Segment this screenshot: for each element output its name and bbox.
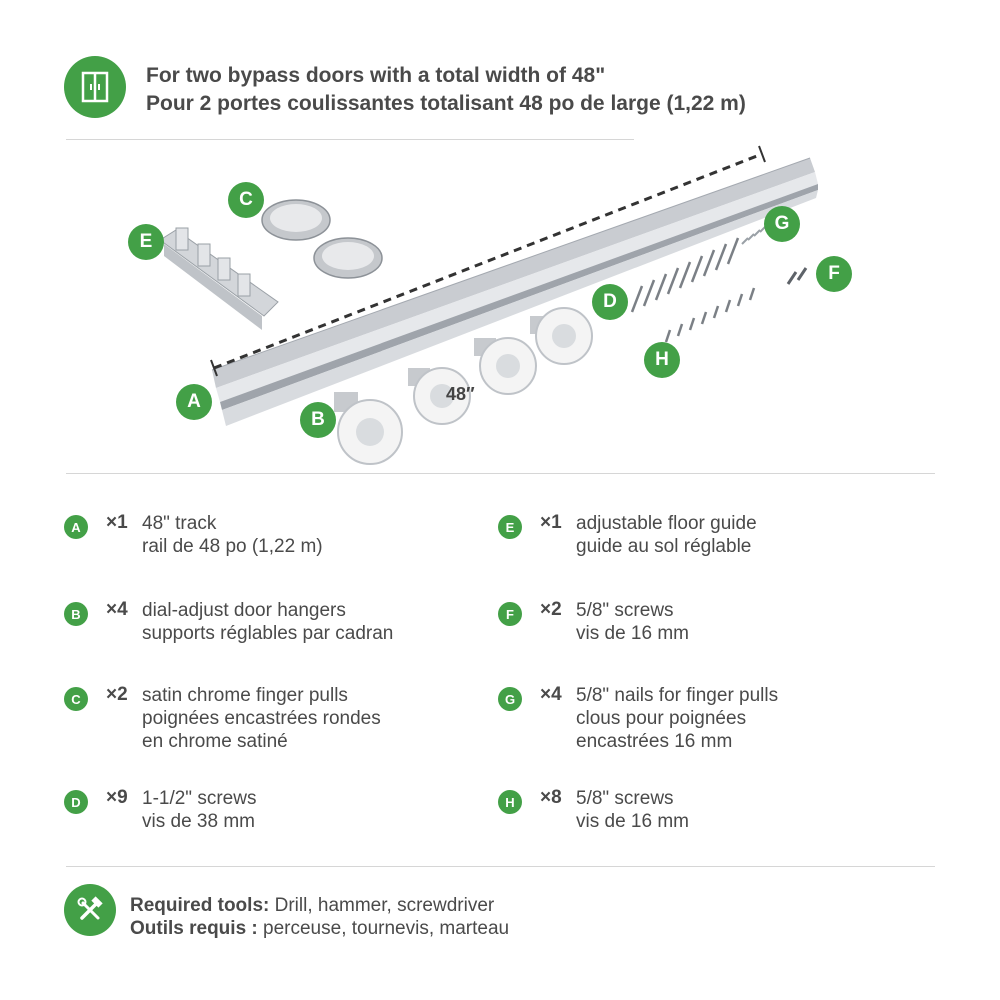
part-qty: ×1 xyxy=(540,512,562,533)
part-name-fr: supports réglables par cadran xyxy=(142,623,394,644)
header-line-en: For two bypass doors with a total width of 48" xyxy=(146,64,606,87)
part-qty: ×2 xyxy=(540,599,562,620)
parts-diagram xyxy=(0,140,1000,470)
bottom-divider xyxy=(66,866,935,867)
nails-illustration xyxy=(742,226,766,244)
floor-screws-illustration xyxy=(788,268,806,284)
part-name-fr: clous pour poignées xyxy=(576,708,747,729)
tools-icon xyxy=(75,895,105,925)
part-letter: H xyxy=(498,790,522,814)
tools-label-fr: Outils requis : xyxy=(130,918,258,939)
part-name-en: adjustable floor guide xyxy=(576,513,757,534)
short-screws-illustration xyxy=(666,288,754,342)
part-name-en: dial-adjust door hangers xyxy=(142,600,346,621)
part-qty: ×9 xyxy=(106,787,128,808)
part-name-fr: vis de 16 mm xyxy=(576,811,689,832)
part-name-en: 5/8" screws xyxy=(576,600,674,621)
part-letter: E xyxy=(498,515,522,539)
part-letter: C xyxy=(64,687,88,711)
part-name-fr-2: encastrées 16 mm xyxy=(576,731,733,752)
part-letter: F xyxy=(498,602,522,626)
part-name-en: 48" track xyxy=(142,513,217,534)
part-qty: ×4 xyxy=(540,684,562,705)
part-letter: D xyxy=(64,790,88,814)
label-h: H xyxy=(644,342,680,378)
part-letter: B xyxy=(64,602,88,626)
part-name-en: satin chrome finger pulls xyxy=(142,685,348,706)
label-e: E xyxy=(128,224,164,260)
tools-value-fr: perceuse, tournevis, marteau xyxy=(257,918,510,939)
header-text xyxy=(146,62,746,118)
label-b: B xyxy=(300,402,336,438)
door-icon-badge xyxy=(64,56,126,118)
part-name-fr: vis de 38 mm xyxy=(142,811,255,832)
part-name-en: 1-1/2" screws xyxy=(142,788,257,809)
label-g: G xyxy=(764,206,800,242)
part-letter: G xyxy=(498,687,522,711)
part-name-fr-2: en chrome satiné xyxy=(142,731,288,752)
part-name-fr: rail de 48 po (1,22 m) xyxy=(142,536,323,557)
label-d: D xyxy=(592,284,628,320)
part-name-fr: guide au sol réglable xyxy=(576,536,752,557)
part-name-en: 5/8" screws xyxy=(576,788,674,809)
label-a: A xyxy=(176,384,212,420)
door-icon xyxy=(78,70,112,104)
tools-label-en: Required tools: xyxy=(130,895,270,916)
part-qty: ×4 xyxy=(106,599,128,620)
required-tools xyxy=(130,894,509,940)
part-name-en: 5/8" nails for finger pulls xyxy=(576,685,779,706)
floor-guide-illustration xyxy=(160,228,278,330)
part-letter: A xyxy=(64,515,88,539)
part-name-fr: poignées encastrées rondes xyxy=(142,708,381,729)
tools-icon-badge xyxy=(64,884,116,936)
header-line-fr: Pour 2 portes coulissantes totalisant 48 po de large (1,22 m) xyxy=(146,92,746,115)
part-qty: ×1 xyxy=(106,512,128,533)
part-qty: ×2 xyxy=(106,684,128,705)
label-f: F xyxy=(816,256,852,292)
part-name-fr: vis de 16 mm xyxy=(576,623,689,644)
tools-value-en: Drill, hammer, screwdriver xyxy=(269,895,495,916)
part-qty: ×8 xyxy=(540,787,562,808)
label-c: C xyxy=(228,182,264,218)
parts-illustration xyxy=(0,140,1000,470)
dimension-label: 48″ xyxy=(446,384,475,404)
middle-divider xyxy=(66,473,935,474)
finger-pull-illustration xyxy=(262,200,382,278)
